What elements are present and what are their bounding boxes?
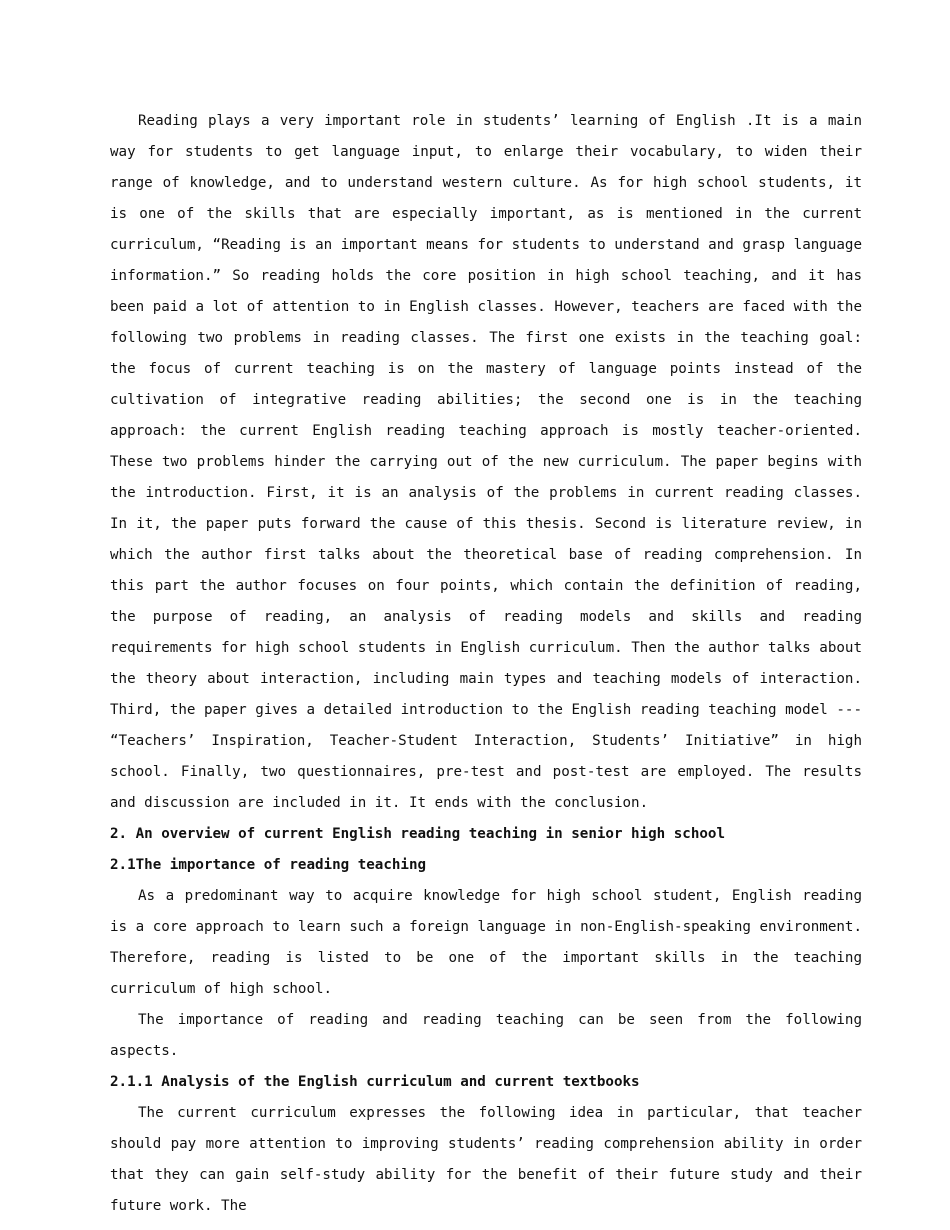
paragraph-2-1-b: The importance of reading and reading teaching can be seen from the following aspects. bbox=[110, 1012, 862, 1059]
section-heading-2: 2. An overview of current English reading teaching in senior high school bbox=[110, 826, 725, 842]
paragraph-2-1-1: The current curriculum expresses the following idea in particular, that teacher should pay more attention to improving students’ reading comprehension ability in order that they can gain self-study ability for the benefit of their future study and their future work. The bbox=[110, 1105, 862, 1214]
document-page bbox=[110, 106, 862, 1222]
section-heading-2-1-1: 2.1.1 Analysis of the English curriculum and current textbooks bbox=[110, 1074, 640, 1090]
intro-paragraph: Reading plays a very important role in students’ learning of English .It is a main way for students to get language input, to enlarge their vocabulary, to widen their range of knowledge, and to understand western culture. As for high school students, it is one of the skills that are especially important, as is mentioned in the current curriculum, “Reading is an important means for students to understand and grasp language information.” So reading holds the core position in high school teaching, and it has been paid a lot of attention to in English classes. However, teachers are faced with the following two problems in reading classes. The first one exists in the teaching goal: the focus of current teaching is on the mastery of language points instead of the cultivation of integrative reading abilities; the second one is in the teaching approach: the current English reading teaching approach is mostly teacher-oriented. These two problems hinder the carrying out of the new curriculum. The paper begins with the introduction. First, it is an analysis of the problems in current reading classes. In it, the paper puts forward the cause of this thesis. Second is literature review, in which the author first talks about the theoretical base of reading comprehension. In this part the author focuses on four points, which contain the definition of reading, the purpose of reading, an analysis of reading models and skills and reading requirements for high school students in English curriculum. Then the author talks about the theory about interaction, including main types and teaching models of interaction. Third, the paper gives a detailed introduction to the English reading teaching model --- “Teachers’ Inspiration, Teacher-Student Interaction, Students’ Initiative” in high school. Finally, two questionnaires, pre-test and post-test are employed. The results and discussion are included in it. It ends with the conclusion. bbox=[110, 113, 862, 811]
section-heading-2-1: 2.1The importance of reading teaching bbox=[110, 857, 427, 873]
paragraph-2-1-a: As a predominant way to acquire knowledge for high school student, English reading is a core approach to learn such a foreign language in non-English-speaking environment. Therefore, reading is listed to be one of the important skills in the teaching curriculum of high school. bbox=[110, 888, 862, 997]
